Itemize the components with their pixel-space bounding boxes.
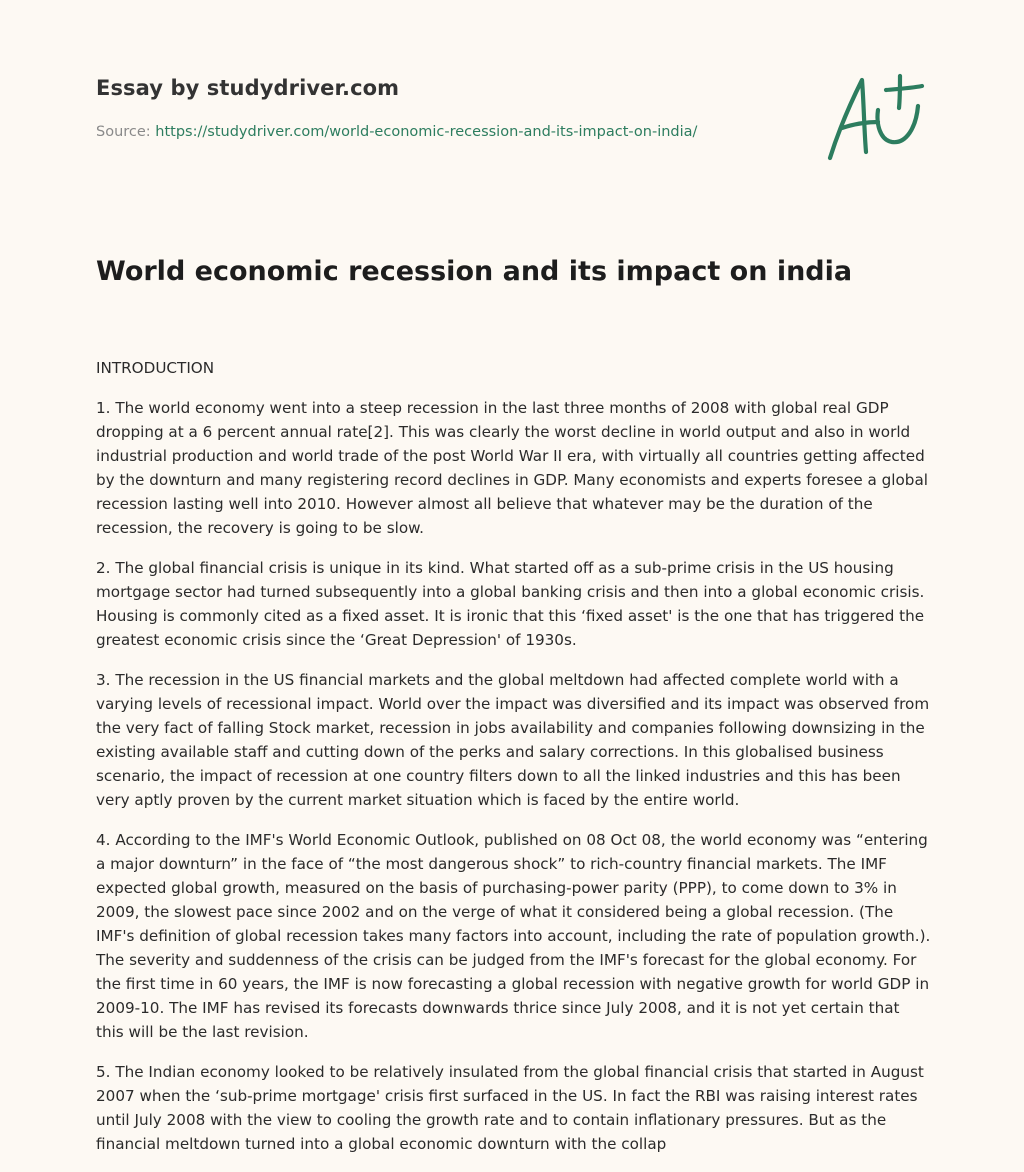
essay-body [96, 356, 932, 1172]
site-title: Essay by studydriver.com [96, 76, 400, 100]
paragraph-5: 5. The Indian economy looked to be relatively insulated from the global financial crisis that started in August 2007 when the ‘sub-prime mortgage' crisis first surfaced in the US. In fact the RBI was raising interest rates until July 2008 with the view to cooling the growth rate and to contain inflationary pressures. But as the financial meltdown turned into a global economic downturn with the collap [96, 1063, 924, 1153]
source-link[interactable]: https://studydriver.com/world-economic-recession-and-its-impact-on-india/ [155, 124, 698, 140]
paragraph-1: 1. The world economy went into a steep recession in the last three months of 2008 with global real GDP dropping at a 6 percent annual rate[2]. This was clearly the worst decline in world output and also in world industrial production and world trade of the post World War II era, with virtually all countries getting affected by the downturn and many registering record declines in GDP. Many economists and experts foresee a global recession lasting well into 2010. However almost all believe that whatever may be the duration of the recession, the recovery is going to be slow. [96, 399, 928, 537]
source-label: Source: [96, 124, 156, 140]
source-line [96, 124, 697, 140]
section-heading: INTRODUCTION [96, 359, 215, 377]
essay-title: World economic recession and its impact on india [96, 256, 853, 287]
paragraph-2: 2. The global financial crisis is unique in its kind. What started off as a sub-prime crisis in the US housing mortgage sector had turned subsequently into a global banking crisis and then into a global economic crisis. Housing is commonly cited as a fixed asset. It is ironic that this ‘fixed asset' is the one that has triggered the greatest economic crisis since the ‘Great Depression' of 1930s. [96, 559, 925, 649]
paragraph-3: 3. The recession in the US financial markets and the global meltdown had affected complete world with a varying levels of recessional impact. World over the impact was diversified and its impact was observed from the very fact of falling Stock market, recession in jobs availability and companies following downsizing in the existing available staff and cutting down of the perks and salary corrections. In this globalised business scenario, the impact of recession at one country filters down to all the linked industries and this has been very aptly proven by the current market situation which is faced by the entire world. [96, 671, 930, 809]
paragraph-4: 4. According to the IMF's World Economic Outlook, published on 08 Oct 08, the world economy was “entering a major downturn” in the face of “the most dangerous shock” to rich-country financial markets. The IMF expected global growth, measured on the basis of purchasing-power parity (PPP), to come down to 3% in 2009, the slowest pace since 2002 and on the verge of what it considered being a global recession. (The IMF's definition of global recession takes many factors into account, including the rate of population growth.). The severity and suddenness of the crisis can be judged from the IMF's forecast for the global economy. For the first time in 60 years, the IMF is now forecasting a global recession with negative growth for world GDP in 2009-10. The IMF has revised its forecasts downwards thrice since July 2008, and it is not yet certain that this will be the last revision. [96, 831, 931, 1041]
a-plus-grade-icon [820, 66, 930, 166]
